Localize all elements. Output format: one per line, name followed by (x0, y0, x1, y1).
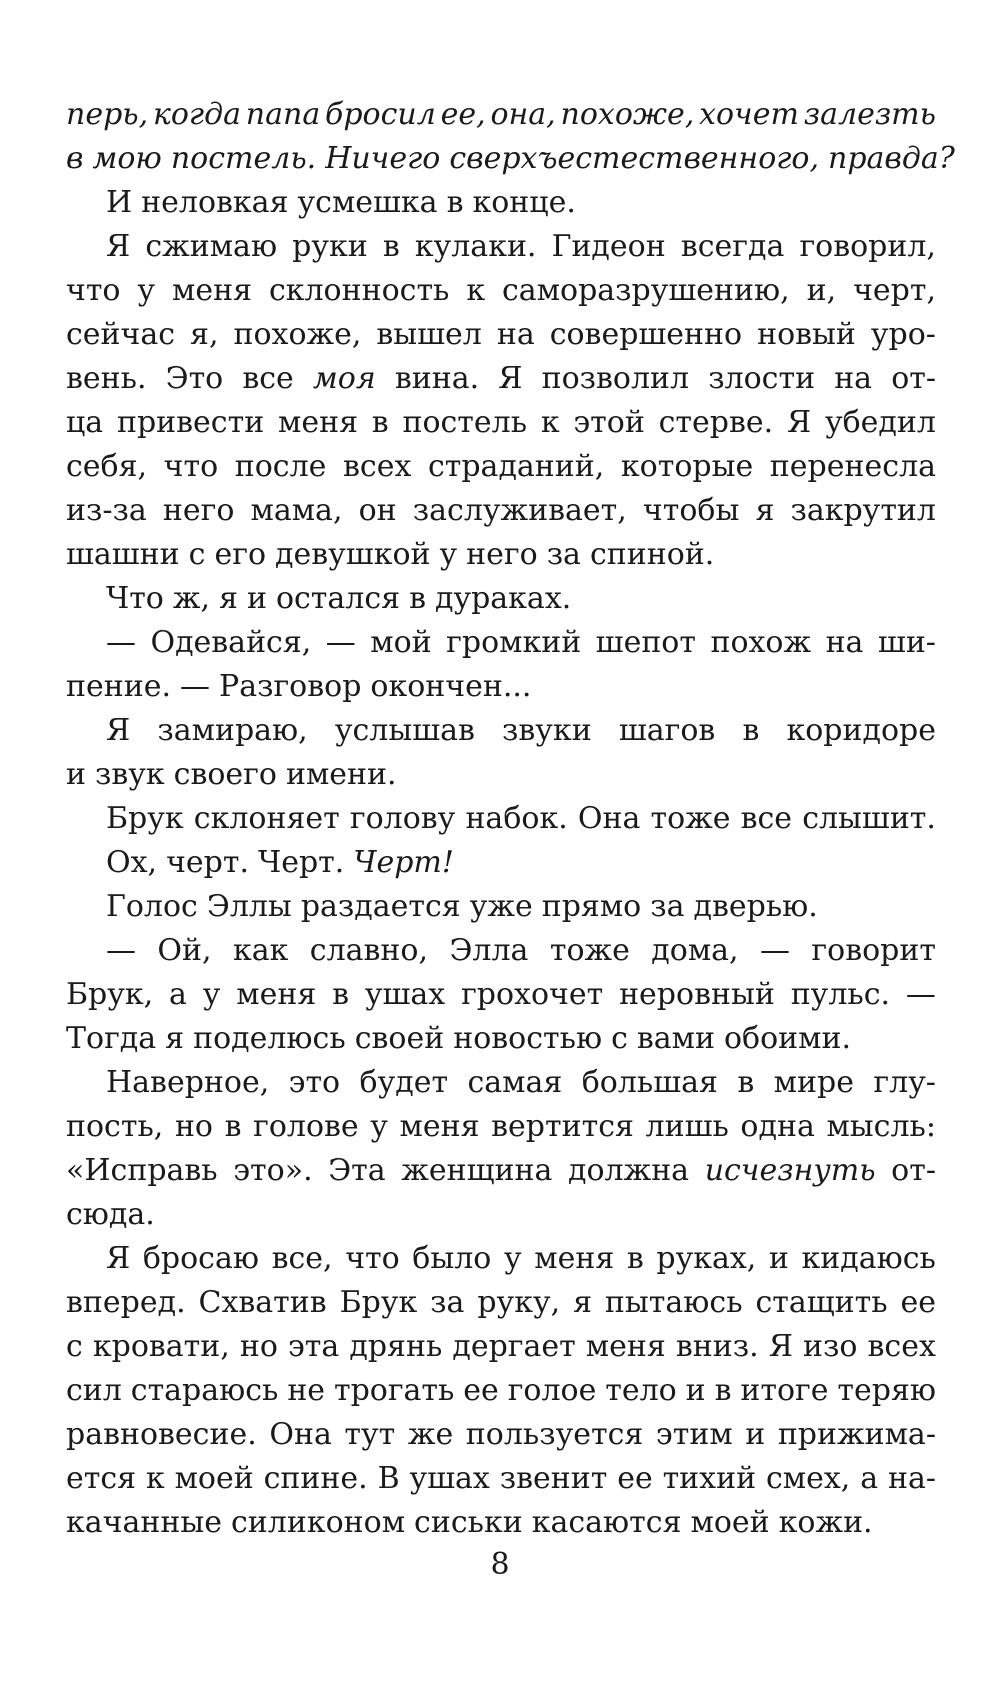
word: ее (900, 1285, 936, 1320)
word: хочет (699, 97, 799, 132)
text-line (66, 181, 936, 225)
word: я (219, 581, 238, 616)
word: стащить (755, 1285, 888, 1320)
text-line (66, 93, 936, 137)
word: и (66, 757, 86, 792)
page-body (66, 93, 955, 1545)
word: говорит (811, 933, 936, 968)
word: вина. (394, 361, 480, 396)
word: кожи. (778, 1505, 873, 1540)
word: вертится (491, 1109, 634, 1144)
word: меня (399, 1109, 480, 1144)
word: самая (467, 1065, 563, 1100)
word: в (66, 141, 84, 176)
word: черт, (853, 273, 936, 308)
word: а (169, 977, 187, 1012)
word: правда? (828, 141, 955, 176)
text-line (66, 445, 936, 489)
word: моей (690, 1505, 770, 1540)
word: за (650, 889, 685, 924)
word: сиськи (414, 1505, 523, 1540)
word: страданий, (427, 449, 605, 484)
word: я (165, 1021, 185, 1056)
word: вниз. (675, 1329, 759, 1364)
word: кулаки. (414, 229, 537, 264)
word: я, (190, 317, 219, 352)
text-line (66, 269, 936, 313)
word: пытаюсь (604, 1285, 743, 1320)
text-line (66, 709, 936, 753)
word: с (66, 1329, 83, 1364)
word: качанные (66, 1505, 222, 1540)
word: него (466, 537, 538, 572)
word: мою (92, 141, 162, 176)
word: Это (165, 361, 224, 396)
word: папа (245, 97, 321, 132)
word: всех (867, 1329, 936, 1364)
word: не (287, 1373, 326, 1408)
word: чтобы (642, 493, 740, 528)
word: сжимаю (145, 229, 278, 264)
word: мой (370, 625, 432, 660)
word: в (382, 229, 400, 264)
word: похож (710, 625, 812, 660)
word: него (162, 493, 235, 528)
word: что (66, 273, 121, 308)
word: Эллы (206, 889, 292, 924)
text-line (66, 1237, 936, 1281)
word: же (407, 1417, 454, 1452)
word: Брук, (66, 977, 154, 1012)
text-line (66, 1017, 936, 1061)
word: Черт. (258, 845, 345, 880)
word: было (412, 1241, 492, 1276)
text-line (66, 753, 936, 797)
word: пение. (66, 669, 172, 704)
word: что (345, 1241, 400, 1276)
word: конце. (472, 185, 576, 220)
word: сил (66, 1373, 122, 1408)
word: все (740, 801, 793, 836)
word: на (496, 317, 535, 352)
word: склонность (268, 273, 450, 308)
word: Я (768, 1329, 793, 1364)
word: эта (287, 1329, 340, 1364)
word: всех (343, 449, 412, 484)
word: услышав (334, 713, 475, 748)
word: что (163, 449, 219, 484)
text-line (66, 489, 936, 533)
word: исчезнуть (704, 1153, 876, 1188)
word: ши- (877, 625, 936, 660)
text-line (66, 841, 936, 885)
word: Тогда (66, 1021, 157, 1056)
text-line (66, 1193, 936, 1237)
word: ушах (409, 1461, 490, 1496)
word: ее (617, 1461, 653, 1496)
word: кидаюсь (801, 1241, 936, 1276)
word: большая (581, 1065, 718, 1100)
text-line (66, 1369, 936, 1413)
word: теряю (837, 1373, 936, 1408)
word: раздается (300, 889, 461, 924)
word: Разговор (219, 669, 362, 704)
word: его (214, 537, 267, 572)
word: Что (106, 581, 164, 616)
word: в (446, 185, 464, 220)
word: Я (106, 713, 131, 748)
word: сверхъестественного, (449, 141, 820, 176)
text-line (66, 1061, 936, 1105)
word: дрянь (349, 1329, 443, 1364)
word: звуки (502, 713, 592, 748)
word: когда (152, 97, 241, 132)
word: вами (636, 1021, 715, 1056)
text-line (66, 1105, 936, 1149)
text-line (66, 973, 936, 1017)
word: Я (106, 229, 131, 264)
text-line (66, 577, 936, 621)
text-line (66, 929, 936, 973)
text-line (66, 665, 936, 709)
word: у (137, 273, 156, 308)
word: новый (757, 317, 856, 352)
word: Ой, (157, 933, 212, 968)
word: В (377, 1461, 400, 1496)
word: это». (233, 1153, 313, 1188)
word: перенесла (769, 449, 936, 484)
text-line (66, 885, 936, 929)
word: тело (605, 1373, 677, 1408)
word: уже (469, 889, 533, 924)
word: тоже (650, 801, 731, 836)
word: Она (269, 1417, 332, 1452)
word: стараюсь (130, 1373, 279, 1408)
word: и (246, 581, 267, 616)
word: касаются (531, 1505, 682, 1540)
word: «Исправь (66, 1153, 218, 1188)
word: прямо (541, 889, 642, 924)
word: имени. (285, 757, 397, 792)
word: саморазрушению, (502, 273, 790, 308)
word: Схватив (198, 1285, 327, 1320)
word: прижима- (777, 1417, 936, 1452)
text-line (66, 1281, 936, 1325)
word: похоже, (233, 317, 362, 352)
word: на (834, 361, 873, 396)
word: за (546, 537, 581, 572)
word: руку, (477, 1285, 561, 1320)
word: Я (498, 361, 523, 396)
word: окончен... (370, 669, 532, 704)
word: у (370, 1109, 388, 1144)
word: Гидеон (551, 229, 666, 264)
word: смех, (765, 1461, 851, 1496)
word: в (224, 1109, 242, 1144)
word: Ох, (106, 845, 158, 880)
word: своей (354, 1021, 445, 1056)
word: меня (585, 1329, 666, 1364)
word: руки (292, 229, 368, 264)
word: — (106, 625, 136, 660)
word: все, (271, 1241, 333, 1276)
word: шашни (66, 537, 180, 572)
word: тихий (662, 1461, 757, 1496)
word: моей (174, 1461, 254, 1496)
word: меня (172, 273, 253, 308)
word: на (825, 625, 864, 660)
word: Эта (328, 1153, 386, 1188)
word: дома, (651, 933, 739, 968)
word: остался (275, 581, 401, 616)
word: поделюсь (193, 1021, 346, 1056)
word: за (430, 1285, 465, 1320)
word: и (768, 1241, 789, 1276)
word: стерве. (658, 405, 774, 440)
word: силиконом (230, 1505, 406, 1540)
word: я (573, 1285, 592, 1320)
word: ж, (172, 581, 210, 616)
word: она, (490, 97, 556, 132)
text-line (66, 357, 936, 401)
word: одна (740, 1109, 815, 1144)
text-line (66, 1325, 936, 1369)
word: будет (359, 1065, 449, 1100)
word: я (755, 493, 775, 528)
word: ее (463, 1373, 499, 1408)
word: неровный (619, 977, 775, 1012)
word: — (905, 977, 936, 1012)
word: Элла (449, 933, 529, 968)
word: должна (568, 1153, 690, 1188)
word: с (188, 537, 206, 572)
word: голове (253, 1109, 359, 1144)
word: постель. (170, 141, 317, 176)
word: все (242, 361, 294, 396)
word: кровати, (92, 1329, 230, 1364)
word: совершенно (549, 317, 743, 352)
word: этим (655, 1417, 733, 1452)
word: изо (803, 1329, 858, 1364)
word: дергает (452, 1329, 576, 1364)
text-line (66, 797, 936, 841)
word: обоими. (723, 1021, 852, 1056)
word: в (371, 405, 389, 440)
word: постель (402, 405, 528, 440)
word: — (106, 933, 136, 968)
text-line (66, 621, 936, 665)
word: вперед. (66, 1285, 186, 1320)
word: пульс. (790, 977, 891, 1012)
word: — (180, 669, 211, 704)
word: спиной. (589, 537, 715, 572)
word: меня (534, 1241, 615, 1276)
text-line (66, 1501, 936, 1545)
word: Одевайся, (150, 625, 312, 660)
word: Я (786, 405, 812, 440)
word: говорил, (799, 229, 936, 264)
word: из-за (66, 493, 147, 528)
word: слышит. (802, 801, 936, 836)
word: в (742, 713, 760, 748)
word: черт. (166, 845, 249, 880)
word: в (714, 1373, 732, 1408)
word: у (202, 977, 221, 1012)
word: у (503, 1241, 522, 1276)
word: Брук (106, 801, 184, 836)
word: бросил (325, 97, 436, 132)
word: меня (236, 977, 317, 1012)
word: глу- (873, 1065, 936, 1100)
word: шепот (595, 625, 696, 660)
word: дверью. (693, 889, 818, 924)
word: замираю, (157, 713, 308, 748)
text-line (66, 1457, 936, 1501)
word: но (174, 1109, 213, 1144)
word: в (737, 1065, 755, 1100)
word: тоже (549, 933, 630, 968)
word: и (745, 1417, 766, 1452)
word: коридоре (786, 713, 936, 748)
word: которые (620, 449, 754, 484)
word: этой (573, 405, 645, 440)
word: Брук (339, 1285, 418, 1320)
word: славно, (309, 933, 429, 968)
word: неловкая (141, 185, 289, 220)
text-line (66, 1413, 936, 1457)
word: ется (66, 1461, 137, 1496)
word: мире (773, 1065, 854, 1100)
word: он (358, 493, 397, 528)
word: моя (312, 361, 376, 396)
word: руках, (656, 1241, 757, 1276)
word: усмешка (297, 185, 438, 220)
word: и, (806, 273, 837, 308)
word: к (540, 405, 560, 440)
word: злости (708, 361, 816, 396)
word: вень. (66, 361, 147, 396)
word: бросаю (142, 1241, 259, 1276)
word: вышел (376, 317, 482, 352)
word: звенит (499, 1461, 608, 1496)
text-line (66, 137, 955, 181)
word: сейчас (66, 317, 176, 352)
word: привести (116, 405, 265, 440)
word: мысль: (826, 1109, 936, 1144)
word: Наверное, (106, 1065, 270, 1100)
word: это (288, 1065, 341, 1100)
word: меня (277, 405, 358, 440)
text-line (66, 1149, 936, 1193)
word: склоняет (193, 801, 340, 836)
word: к (145, 1461, 165, 1496)
word: голову (349, 801, 456, 836)
word: позволил (541, 361, 690, 396)
word: лишь (645, 1109, 729, 1144)
word: в (626, 1241, 644, 1276)
word: Голос (106, 889, 198, 924)
word: своего (173, 757, 277, 792)
word: как (232, 933, 289, 968)
word: — (760, 933, 790, 968)
word: — (325, 625, 356, 660)
word: спине. (263, 1461, 368, 1496)
text-line (66, 401, 936, 445)
word: после (234, 449, 327, 484)
word: а (860, 1461, 879, 1496)
word: пость, (66, 1109, 164, 1144)
word: мама, (250, 493, 343, 528)
word: всегда (680, 229, 785, 264)
word: с (611, 1021, 628, 1056)
word: набок. (465, 801, 568, 836)
word: И (106, 185, 133, 220)
word: в (332, 977, 350, 1012)
word: шагов (618, 713, 716, 748)
word: женщина (401, 1153, 553, 1188)
word: трогать (333, 1373, 455, 1408)
word: к (466, 273, 486, 308)
word: от- (891, 1153, 936, 1188)
word: Я (106, 1241, 131, 1276)
word: перь, (66, 97, 149, 132)
text-line (66, 313, 936, 357)
word: на- (887, 1461, 936, 1496)
page-number: 8 (490, 1547, 510, 1582)
word: голое (507, 1373, 597, 1408)
word: ее, (440, 97, 486, 132)
word: ца (66, 405, 104, 440)
word: заслуживает, (412, 493, 627, 528)
word: и (685, 1373, 706, 1408)
word: в (409, 581, 426, 616)
word: убедил (824, 405, 936, 440)
text-line (66, 533, 936, 577)
word: закрутил (790, 493, 936, 528)
word: звук (95, 757, 165, 792)
word: себя, (66, 449, 148, 484)
word: равновесие. (66, 1417, 257, 1452)
word: девушкой (275, 537, 431, 572)
word: но (239, 1329, 278, 1364)
word: ушах (364, 977, 446, 1012)
word: Ничего (325, 141, 441, 176)
word: от- (891, 361, 936, 396)
word: уро- (870, 317, 936, 352)
word: пользуется (465, 1417, 644, 1452)
word: итоге (740, 1373, 829, 1408)
word: дураках. (434, 581, 572, 616)
word: сюда. (66, 1197, 155, 1232)
word: грохочет (461, 977, 604, 1012)
word: залезть (803, 97, 936, 132)
word: Черт! (353, 845, 454, 880)
word: похоже, (560, 97, 695, 132)
word: у (439, 537, 458, 572)
word: новостью (453, 1021, 603, 1056)
word: громкий (446, 625, 582, 660)
text-line (66, 225, 936, 269)
word: Она (577, 801, 641, 836)
word: тут (344, 1417, 396, 1452)
